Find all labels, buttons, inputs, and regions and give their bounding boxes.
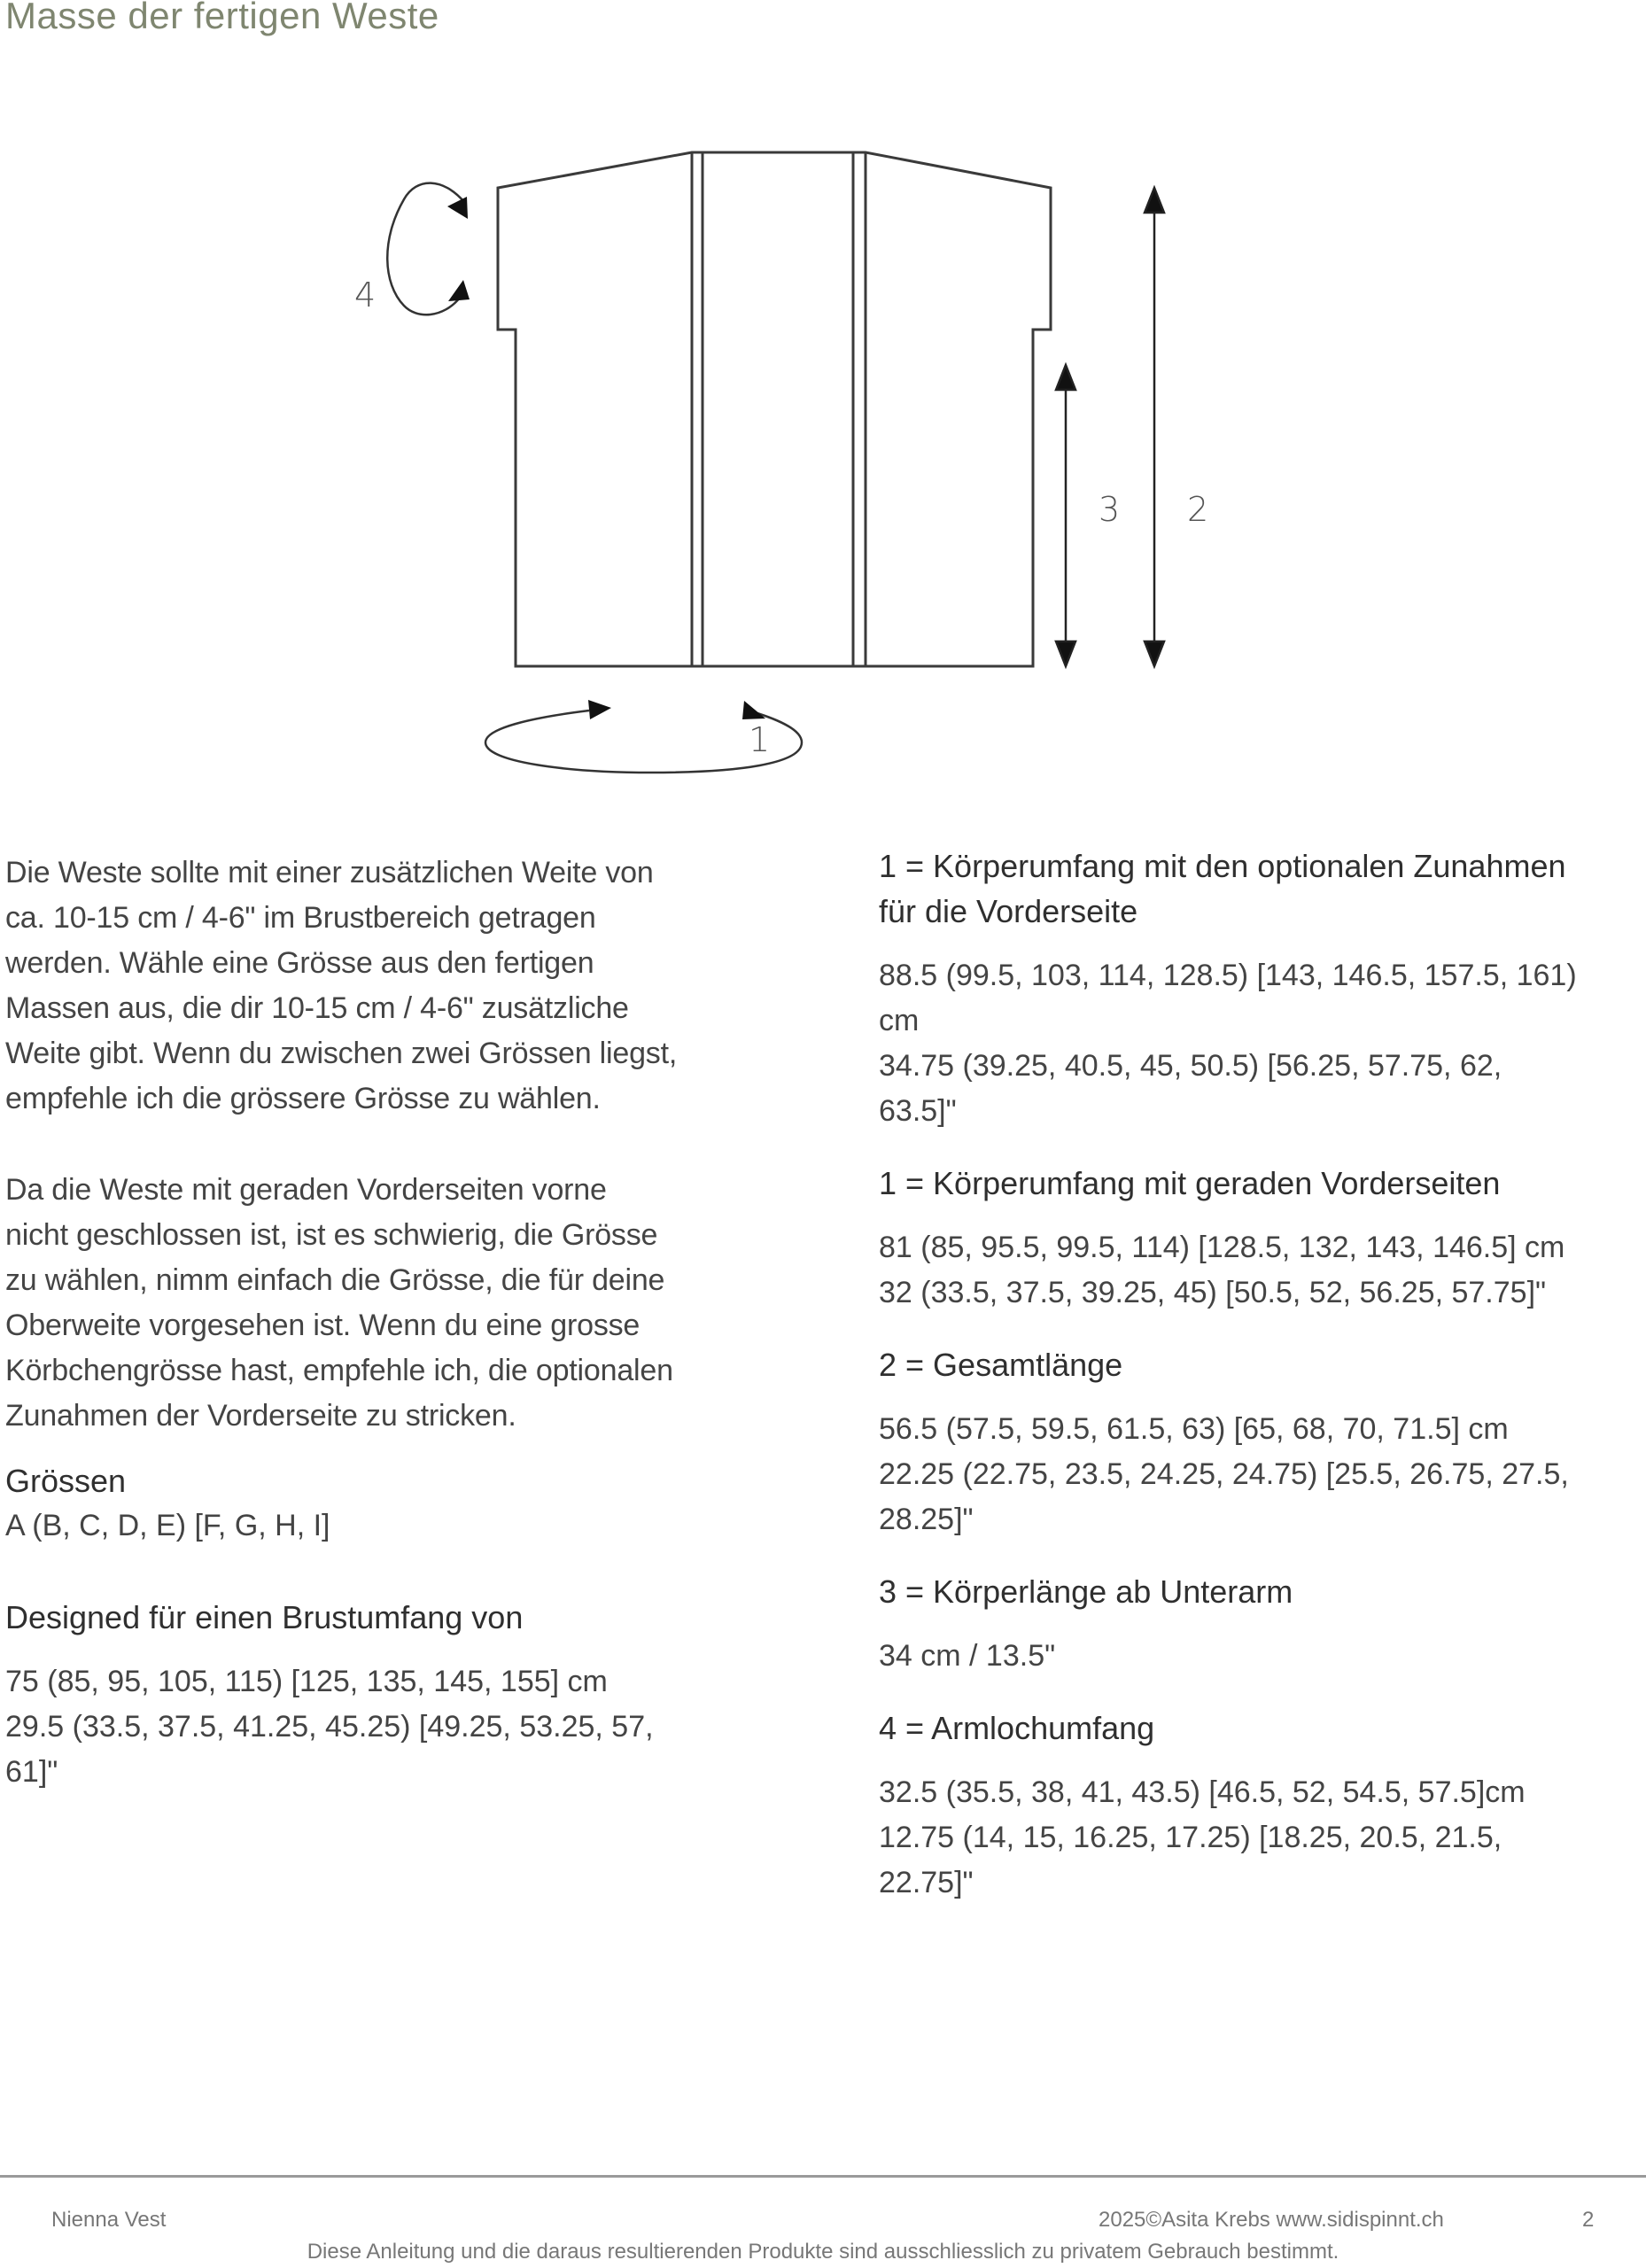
diagram-label-2: 2 bbox=[1187, 490, 1209, 529]
diagram-label-3: 3 bbox=[1099, 490, 1121, 529]
intro-line: Weite gibt. Wenn du zwischen zwei Grössen liegst, bbox=[5, 1037, 678, 1070]
measure-3-heading: 3 = Körperlänge ab Unterarm bbox=[879, 1573, 1293, 1610]
measure-4-heading: 4 = Armlochumfang bbox=[879, 1710, 1155, 1746]
left-column bbox=[5, 850, 785, 1795]
designed-for-cm: 75 (85, 95, 105, 115) [125, 135, 145, 155] cm bbox=[5, 1665, 608, 1698]
intro-line: Die Weste sollte mit einer zusätzlichen Weite von bbox=[5, 856, 654, 889]
footer-copyright: 2025©Asita Krebs www.sidispinnt.ch bbox=[1099, 2208, 1444, 2232]
designed-for-heading: Designed für einen Brustumfang von bbox=[5, 1599, 524, 1635]
measure-2-section bbox=[879, 1342, 1646, 1542]
sizes-heading: Grössen bbox=[5, 1463, 127, 1499]
footer-usage-notice: Diese Anleitung und die daraus resultierenden Produkte sind ausschliesslich zu privatem Gebrauch bestimmt. bbox=[307, 2240, 1339, 2264]
measure-1-optional-heading: 1 = Körperumfang mit den optionalen Zunahmen bbox=[879, 848, 1566, 884]
designed-for-inch-cont: 61]" bbox=[5, 1755, 58, 1789]
footer-page-number: 2 bbox=[1582, 2208, 1595, 2232]
measure-2-inch-cont: 28.25]" bbox=[879, 1503, 974, 1536]
measure-1-optional-inch-cont: 63.5]" bbox=[879, 1094, 957, 1128]
measure-3-value: 34 cm / 13.5" bbox=[879, 1639, 1056, 1673]
measure-1-straight-cm: 81 (85, 95.5, 99.5, 114) [128.5, 132, 143, 146.5] cm bbox=[879, 1231, 1565, 1264]
diagram-label-1: 1 bbox=[749, 720, 771, 759]
measure-4-section bbox=[879, 1705, 1646, 1906]
measure-4-inch-cont: 22.75]" bbox=[879, 1866, 974, 1899]
diagram-label-4: 4 bbox=[354, 276, 377, 315]
measure-1-optional-cm-unit: cm bbox=[879, 1004, 920, 1037]
measure-1-optional-heading-cont: für die Vorderseite bbox=[879, 893, 1138, 929]
paragraph-line: Oberweite vorgesehen ist. Wenn du eine grosse bbox=[5, 1309, 641, 1342]
right-column bbox=[879, 843, 1646, 1906]
paragraph-line: nicht geschlossen ist, ist es schwierig, die Grösse bbox=[5, 1218, 658, 1252]
measure-2-cm: 56.5 (57.5, 59.5, 61.5, 63) [65, 68, 70, 71.5] cm bbox=[879, 1412, 1509, 1446]
measure-2-inch: 22.25 (22.75, 23.5, 24.25, 24.75) [25.5, 26.75, 27.5, bbox=[879, 1457, 1569, 1491]
page-title: Masse der fertigen Weste bbox=[5, 0, 439, 36]
measure-3-section bbox=[879, 1569, 1646, 1679]
intro-line: werden. Wähle eine Grösse aus den fertigen bbox=[5, 946, 594, 980]
intro-paragraph bbox=[5, 850, 785, 1122]
second-paragraph bbox=[5, 1168, 785, 1439]
footer-pattern-name: Nienna Vest bbox=[51, 2208, 167, 2232]
paragraph-line: Zunahmen der Vorderseite zu stricken. bbox=[5, 1399, 516, 1433]
measure-4-armhole-loop bbox=[387, 183, 470, 315]
sizes-value: A (B, C, D, E) [F, G, H, I] bbox=[5, 1509, 330, 1542]
measure-4-cm: 32.5 (35.5, 38, 41, 43.5) [46.5, 52, 54.5, 57.5]cm bbox=[879, 1775, 1526, 1809]
measure-2-heading: 2 = Gesamtlänge bbox=[879, 1347, 1123, 1383]
paragraph-line: zu wählen, nimm einfach die Grösse, die für deine bbox=[5, 1263, 665, 1297]
designed-for-section bbox=[5, 1595, 785, 1795]
intro-line: ca. 10-15 cm / 4-6" im Brustbereich getragen bbox=[5, 901, 596, 935]
footer-divider bbox=[0, 2175, 1646, 2178]
measure-1-optional-cm: 88.5 (99.5, 103, 114, 128.5) [143, 146.5, 157.5, 161) bbox=[879, 959, 1577, 992]
measure-3-arrow bbox=[1056, 365, 1075, 666]
intro-line: empfehle ich die grössere Grösse zu wählen. bbox=[5, 1082, 601, 1115]
paragraph-line: Körbchengrösse hast, empfehle ich, die optionalen bbox=[5, 1354, 673, 1387]
vest-schematic-diagram bbox=[0, 0, 1646, 797]
measure-1-optional-inch: 34.75 (39.25, 40.5, 45, 50.5) [56.25, 57.75, 62, bbox=[879, 1049, 1502, 1083]
measure-1-straight-inch: 32 (33.5, 37.5, 39.25, 45) [50.5, 52, 56.25, 57.75]" bbox=[879, 1276, 1547, 1309]
sizes-section bbox=[5, 1458, 785, 1549]
designed-for-inch: 29.5 (33.5, 37.5, 41.25, 45.25) [49.25, 53.25, 57, bbox=[5, 1710, 654, 1744]
intro-line: Massen aus, die dir 10-15 cm / 4-6" zusätzliche bbox=[5, 991, 629, 1025]
measure-1-straight-heading: 1 = Körperumfang mit geraden Vorderseiten bbox=[879, 1165, 1501, 1201]
measure-1-straight-section bbox=[879, 1161, 1646, 1316]
vest-left-front-outline bbox=[498, 152, 1051, 666]
measure-1-optional-section bbox=[879, 843, 1646, 1134]
measure-2-arrow bbox=[1145, 188, 1164, 666]
vest-outline bbox=[498, 152, 1051, 666]
measure-4-inch: 12.75 (14, 15, 16.25, 17.25) [18.25, 20.5, 21.5, bbox=[879, 1821, 1502, 1854]
paragraph-line: Da die Weste mit geraden Vorderseiten vorne bbox=[5, 1173, 607, 1207]
